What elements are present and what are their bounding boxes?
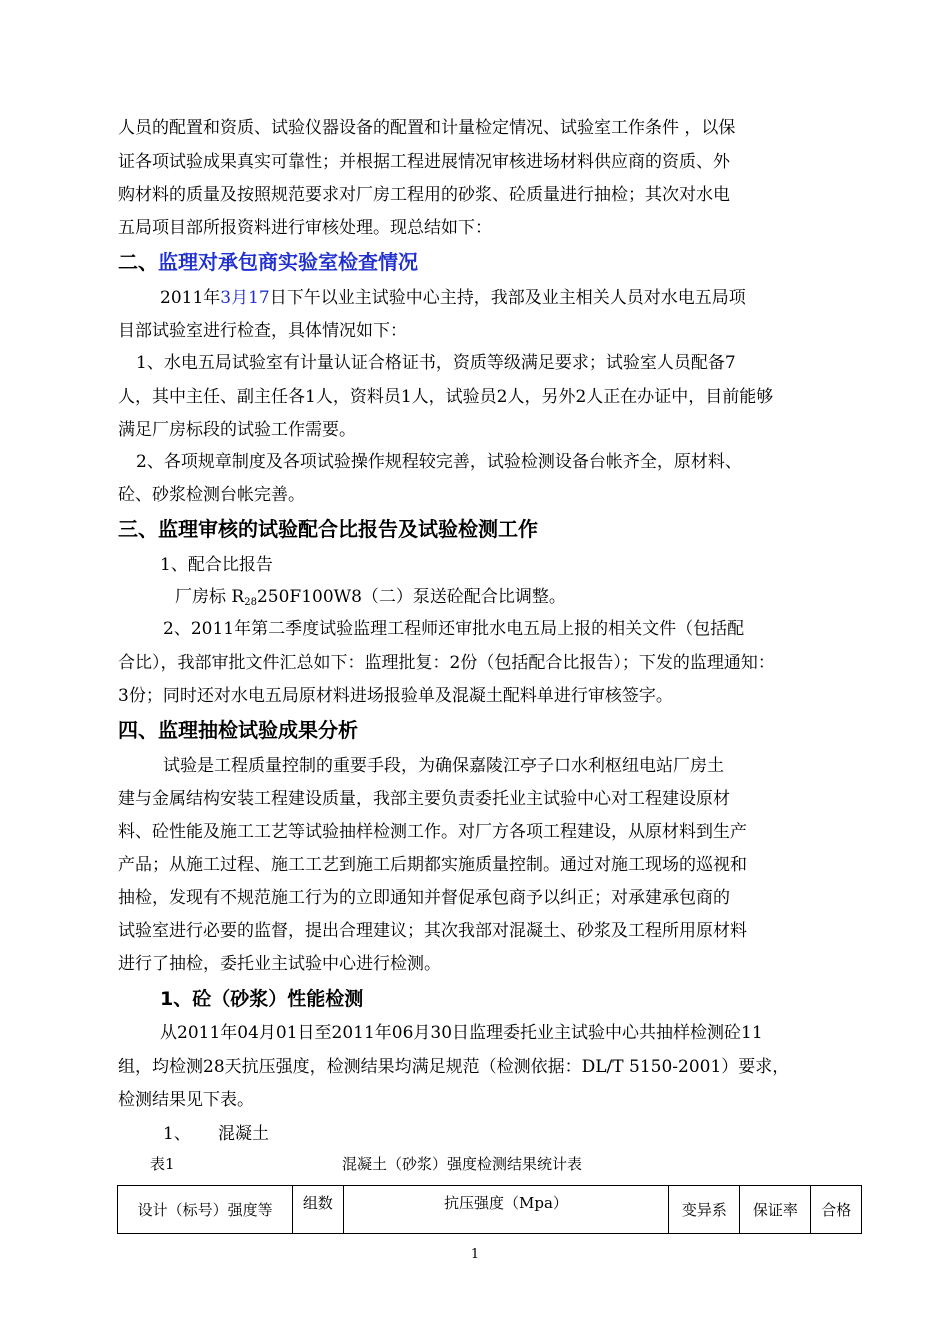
section-2-prefix: 二、 [118,250,158,274]
section-4-line-6: 试验室进行必要的监督，提出合理建议；其次我部对混凝土、砂浆及工程所用原材料 [118,921,747,941]
section-4-line-1: 试验是工程质量控制的重要手段，为确保嘉陵江亭子口水利枢纽电站厂房土 [163,756,724,776]
list-number: 1、 [163,1124,191,1144]
mix-subscript: 28 [244,597,257,608]
section-4-line-7: 进行了抽检，委托业主试验中心进行检测。 [118,954,441,974]
section-2-item1-line-2: 人，其中主任、副主任各1人，资料员1人，试验员2人，另外2人正在办证中，目前能够 [118,387,774,407]
section-2-item1-line-1: 1、水电五局试验室有计量认证合格证书，资质等级满足要求；试验室人员配备7 [136,353,736,373]
section-3-heading: 三、监理审核的试验配合比报告及试验检测工作 [118,517,538,541]
subsection-4-1-line-3: 检测结果见下表。 [118,1090,254,1110]
intro-line-2: 证各项试验成果真实可靠性；并根据工程进展情况审核进场材料供应商的资质、外 [118,152,730,172]
section-4-line-5: 抽检，发现有不规范施工行为的立即通知并督促承包商予以纠正；对承建承包商的 [118,888,730,908]
section-4-heading: 四、监理抽检试验成果分析 [118,718,358,742]
intro-line-3: 购材料的质量及按照规范要求对厂房工程用的砂浆、砼质量进行抽检；其次对水电 [118,185,730,205]
table-header-row [118,1186,862,1234]
section-2-p1-line-1 [160,288,746,308]
section-3-item2-line-1: 2、2011年第二季度试验监理工程师还审批水电五局上报的相关文件（包括配 [163,619,745,639]
intro-line-1: 人员的配置和资质、试验仪器设备的配置和计量检定情况、试验室工作条件 ，以保 [118,118,736,138]
section-2-item1-line-3: 满足厂房标段的试验工作需要。 [118,420,356,440]
header-cell-pass: 合格 [811,1186,862,1234]
subsection-4-1-line-1: 从2011年04月01日至2011年06月30日监理委托业主试验中心共抽样检测砼11 [160,1023,763,1043]
page-number: 1 [470,1247,480,1262]
header-cell-group-count: 组数 [293,1186,343,1234]
mix-ratio-line [175,587,566,613]
subsection-4-1-heading: 1、砼（砂浆）性能检测 [160,988,364,1010]
date-highlight: 3月17 [220,288,270,308]
section-3-item2-line-2: 合比），我部审批文件汇总如下：监理批复：2份（包括配合比报告）；下发的监理通知： [118,653,775,673]
date-year-text: 2011年 [160,288,221,308]
strength-stats-table [117,1185,862,1234]
section-2-heading [118,250,418,274]
header-cell-design-grade: 设计（标号）强度等 [118,1186,293,1234]
section-2-p1-line-2: 目部试验室进行检查，具体情况如下： [118,321,407,341]
section-4-line-4: 产品；从施工过程、施工工艺到施工后期都实施质量控制。通过对施工现场的巡视和 [118,855,747,875]
section-3-sub1: 1、配合比报告 [160,555,273,575]
intro-line-4: 五局项目部所报资料进行审核处理。现总结如下： [118,218,492,238]
section-3-item2-line-3: 3份；同时还对水电五局原材料进场报验单及混凝土配料单进行审核签字。 [118,686,673,706]
section-2-title: 监理对承包商实验室检查情况 [158,250,418,274]
list-label: 混凝土 [218,1124,269,1144]
table-label: 表1 [150,1155,175,1173]
section-4-line-2: 建与金属结构安装工程建设质量，我部主要负责委托业主试验中心对工程建设原材 [118,789,730,809]
header-cell-compressive-strength: 抗压强度（Mpa） [343,1186,669,1234]
header-cell-variation-coef: 变异系 [669,1186,740,1234]
header-cell-guarantee-rate: 保证率 [740,1186,811,1234]
section-4-line-3: 料、砼性能及施工工艺等试验抽样检测工作。对厂方各项工程建设，从原材料到生产 [118,822,747,842]
mix-prefix: 厂房标 R [175,587,245,607]
date-rest-text: 日下午以业主试验中心主持，我部及业主相关人员对水电五局项 [269,288,746,308]
section-2-item2-line-1: 2、各项规章制度及各项试验操作规程较完善，试验检测设备台帐齐全，原材料、 [136,452,742,472]
section-2-item2-line-2: 砼、砂浆检测台帐完善。 [118,485,305,505]
mix-suffix: 250F100W8（二）泵送砼配合比调整。 [256,587,566,607]
table-caption: 混凝土（砂浆）强度检测结果统计表 [342,1155,583,1173]
subsection-4-1-line-2: 组，均检测28天抗压强度，检测结果均满足规范（检测依据：DL/T 5150-2001）要求， [118,1057,790,1077]
